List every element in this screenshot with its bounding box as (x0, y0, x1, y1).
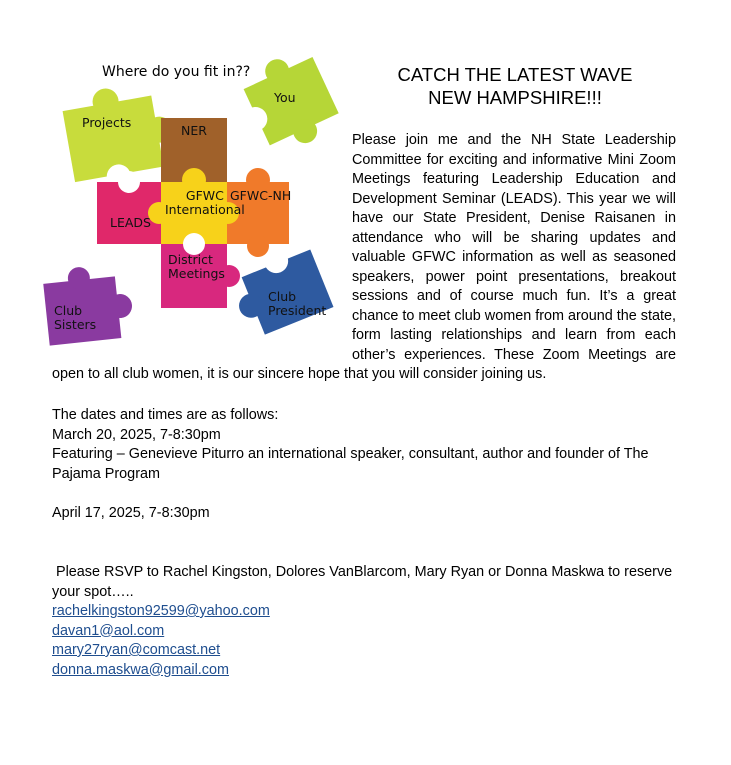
rsvp-line-2: your spot….. (52, 583, 134, 600)
flyer-heading (370, 63, 660, 109)
featuring-line-2: Pajama Program (52, 465, 160, 482)
date-1: March 20, 2025, 7-8:30pm (52, 426, 221, 443)
piece-label-district-meetings: District Meetings (168, 252, 225, 281)
email-link-dolores[interactable]: davan1@aol.com (52, 622, 165, 639)
piece-label-ner: NER (181, 123, 207, 138)
date-2: April 17, 2025, 7-8:30pm (52, 505, 210, 521)
rsvp-section (52, 563, 692, 680)
piece-label-club-president: Club President (268, 289, 327, 318)
dates-intro: The dates and times are as follows: (52, 407, 279, 423)
dates-section (52, 406, 692, 484)
graphic-spacer (52, 131, 352, 347)
piece-label-you: You (274, 90, 296, 105)
email-link-donna[interactable]: donna.maskwa@gmail.com (52, 661, 229, 678)
puzzle-question: Where do you fit in?? (102, 64, 251, 80)
heading-line-1: CATCH THE LATEST WAVE (397, 64, 633, 85)
piece-label-gfwc-international: GFWC International (165, 188, 245, 217)
intro-text: Please join me and the NH State Leadership Committee for exciting and informative Mini Zoom Meetings featuring Leadership Education and Development Seminar (LEADS). This year we will have our State President, Denise Raisanen in attendance who will be sharing updates and valuable GFWC information as well as seasoned speakers, power point presentations, breakout sessions and of course much fun. It’s a great chance to meet club women from around the state, form lasting relationships and learn from each other’s experiences. These Zoom Meetings are open to all club women, it is our sincere hope that you will consider joining us. (52, 132, 676, 382)
email-link-rachel[interactable]: rachelkingston92599@yahoo.com (52, 603, 270, 619)
rsvp-line-1: Please RSVP to Rachel Kingston, Dolores VanBlarcom, Mary Ryan or Donna Maskwa to reserve (52, 564, 673, 580)
heading-line-2: NEW HAMPSHIRE!!! (428, 87, 602, 108)
featuring-line-1: Featuring – Genevieve Piturro an international speaker, consultant, author and founder of The (52, 446, 649, 462)
intro-paragraph (52, 131, 676, 385)
piece-label-leads: LEADS (110, 215, 151, 230)
email-link-mary[interactable]: mary27ryan@comcast.net (52, 642, 221, 658)
piece-label-gfwc-nh: GFWC-NH (230, 188, 292, 203)
date-2-section (52, 504, 692, 524)
piece-label-club-sisters: Club Sisters (54, 303, 97, 332)
piece-label-projects: Projects (82, 115, 132, 130)
